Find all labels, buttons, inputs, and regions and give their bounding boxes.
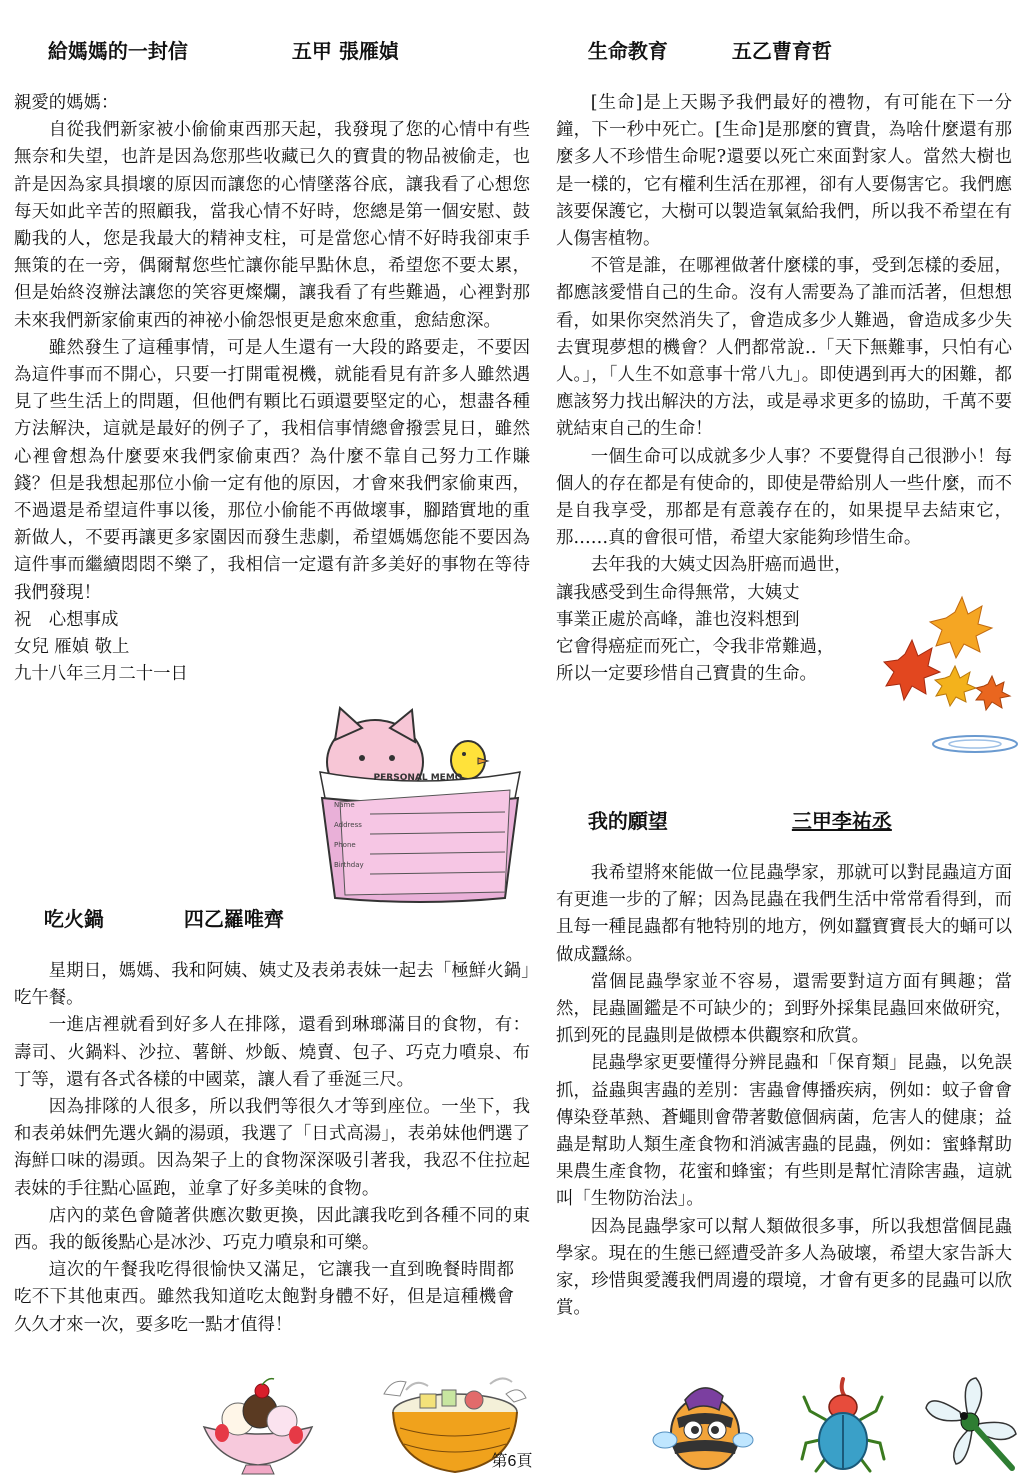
autumn-leaves-illustration (880, 592, 1020, 767)
article-title-row (556, 782, 1012, 860)
article-letter (14, 12, 530, 688)
paragraph: 雖然發生了這種事情，可是人生還有一大段的路要走，不要因為這件事而不開心，只要一打開電視機，就能看見有許多人雖然遇見了些生活上的問題，但他們有顆比石頭還要堅定的心，想盡各種方法解決，這就是最好的例子了，我相信事情總會撥雲見日，雖然心裡會想為什麼要來我們家偷東西？為什麼不靠自己努力工作賺錢？但是我想起那位小偷一定有他的原因，才會來我們家偷東西，不過還是希望這件事以後，那位小偷能不再做壞事，腳踏實地的重新做人，不要再讓更多家園因而發生悲劇，希望媽媽您能不要因為這件事而繼續悶悶不樂了，我相信一定還有許多美好的事物在等待我們發現！ (14, 337, 530, 603)
paragraph: 一個生命可以成就多少人事？不要覺得自己很渺小！每個人的存在都是有使命的，即使是帶給別人一些什麼，而不是自我享受，那都是有意義存在的，如果提早去結束它，那……真的會很可惜，希望大家能夠珍惜生命。 (556, 446, 1012, 549)
dragonfly-illustration (920, 1372, 1024, 1476)
closing-wish: 祝 心想事成 (14, 609, 119, 630)
article-my-wish (556, 782, 1012, 1322)
article-title: 我的願望 (587, 809, 668, 833)
article-title-row (556, 12, 1012, 90)
paragraph: 因為昆蟲學家可以幫人類做很多事，所以我想當個昆蟲學家。現在的生態已經遭受許多人為破壞，希望大家告訴大家，珍惜與愛護我們周邊的環境，才會有更多的昆蟲可以欣賞。 (556, 1216, 1012, 1319)
memo-field: Birthday (334, 861, 364, 869)
beetle-illustration (798, 1375, 888, 1475)
memo-basket-illustration (300, 700, 540, 905)
memo-field: Name (334, 801, 355, 809)
article-title-row (14, 12, 530, 90)
paragraph: 這次的午餐我吃得很愉快又滿足，它讓我一直到晚餐時間都吃不下其他東西。雖然我知道吃太飽對身體不好，但是這種機會久久才來一次，要多吃一點才值得！ (14, 1260, 514, 1335)
bee-illustration (655, 1378, 750, 1478)
article-title: 給媽媽的一封信 (47, 39, 188, 63)
closing-signature: 女兒 雁媜 敬上 (14, 637, 130, 658)
paragraph-line: 事業正處於高峰，誰也沒料想到 (556, 609, 800, 630)
page-number: 第6頁 (491, 1453, 533, 1470)
article-author: 五乙曹育哲 (731, 39, 832, 63)
article-author: 五甲 張雁媜 (291, 39, 399, 63)
salutation: 親愛的媽媽： (14, 93, 119, 113)
paragraph: 昆蟲學家更要懂得分辨昆蟲和「保育類」昆蟲，以免誤抓，益蟲與害蟲的差別：害蟲會傳播疾病，例如：蚊子會會傳染登革熱、蒼蠅則會帶著數億個病菌，危害人的健康；益蟲是幫助人類生產食物和消滅害蟲的昆蟲，例如：蜜蜂幫助果農生產食物，花蜜和蜂蜜；有些則是幫忙清除害蟲，這就叫「生物防治法」。 (556, 1053, 1012, 1210)
paragraph: [生命]是上天賜予我們最好的禮物，有可能在下一分鐘，下一秒中死亡。[生命]是那麼的寶貴，為啥什麼還有那麼多人不珍惜生命呢?還要以死亡來面對家人。當然大樹也是一樣的，它有權利生活在那裡，卻有人要傷害它。我們應該要保護它，大樹可以製造氧氣給我們，所以我不希望在有人傷害植物。 (556, 93, 1012, 250)
paragraph: 店內的菜色會隨著供應次數更換，因此讓我吃到各種不同的東西。我的飯後點心是冰沙、巧克力噴泉和可樂。 (14, 1205, 530, 1254)
paragraph: 自從我們新家被小偷偷東西那天起，我發現了您的心情中有些無奈和失望，也許是因為您那些收藏已久的寶貴的物品被偷走，也許是因為家具損壞的原因而讓您的心情墜落谷底，讓我看了心想您每天如此辛苦的照顧我，當我心情不好時，您總是第一個安慰、鼓勵我的人，您是我最大的精神支柱，可是當您心情不好時我卻束手無策的在一旁，偶爾幫您些忙讓你能早點休息，希望您不要太累，但是始終沒辦法讓您的笑容更燦爛，讓我看了有些難過，心裡對那未來我們新家偷東西的神祕小偷怨恨更是愈來愈重，愈結愈深。 (14, 120, 530, 331)
paragraph: 一進店裡就看到好多人在排隊，還看到琳瑯滿目的食物，有：壽司、火鍋料、沙拉、薯餅、炒飯、燒賣、包子、巧克力噴泉、布丁等，還有各式各樣的中國菜，讓人看了垂涎三尺。 (14, 1015, 530, 1090)
memo-header: PERSONAL MEMO (373, 773, 463, 783)
paragraph: 我希望將來能做一位昆蟲學家，那就可以對昆蟲這方面有更進一步的了解；因為昆蟲在我們生活中常常看得到，而且每一種昆蟲都有牠特別的地方，例如蠶寶寶長大的蛹可以做成蠶絲。 (556, 863, 1012, 965)
article-life-education (556, 12, 1012, 688)
article-title: 生命教育 (587, 39, 668, 63)
memo-field: Address (334, 821, 362, 829)
paragraph-line: 讓我感受到生命得無常，大姨丈 (556, 582, 800, 603)
memo-field: Phone (334, 841, 356, 849)
paragraph-line: 它會得癌症而死亡，令我非常難過， (556, 637, 835, 658)
paragraph: 當個昆蟲學家並不容易，還需要對這方面有興趣；當然，昆蟲圖鑑是不可缺少的；到野外採集昆蟲回來做研究，抓到死的昆蟲則是做標本供觀察和欣賞。 (556, 971, 1012, 1047)
paragraph-line: 所以一定要珍惜自己寶貴的生命。 (556, 664, 817, 685)
paragraph: 星期日，媽媽、我和阿姨、姨丈及表弟表妹一起去「極鮮火鍋」吃午餐。 (14, 961, 530, 1009)
article-author: 三甲李祐丞 (791, 809, 892, 833)
paragraph: 因為排隊的人很多，所以我們等很久才等到座位。一坐下，我和表弟妹們先選火鍋的湯頭，我選了「日式高湯」，表弟妹他們選了海鮮口味的湯頭。因為架子上的食物深深吸引著我，我忍不住拉起表妹的手往點心區跑，並拿了好多美味的食物。 (14, 1097, 530, 1199)
article-title: 吃火鍋 (43, 907, 104, 931)
paragraph: 不管是誰，在哪裡做著什麼樣的事，受到怎樣的委屈，都應該愛惜自己的生命。沒有人需要為了誰而活著，但想想看，如果你突然消失了，會造成多少人難過，會造成多少失去實現夢想的機會？人們都常說‥「天下無難事，只怕有心人。」，「人生不如意事十常八九」。即使遇到再大的困難，都應該努力找出解決的方法，或是尋求更多的協助，千萬不要就結束自己的生命！ (556, 256, 1012, 440)
article-title-row (14, 880, 530, 958)
letter-date: 九十八年三月二十一日 (14, 664, 188, 685)
article-hotpot (14, 880, 530, 1339)
paragraph-line: 去年我的大姨丈因為肝癌而過世， (590, 555, 852, 576)
article-author: 四乙羅唯齊 (183, 907, 284, 931)
